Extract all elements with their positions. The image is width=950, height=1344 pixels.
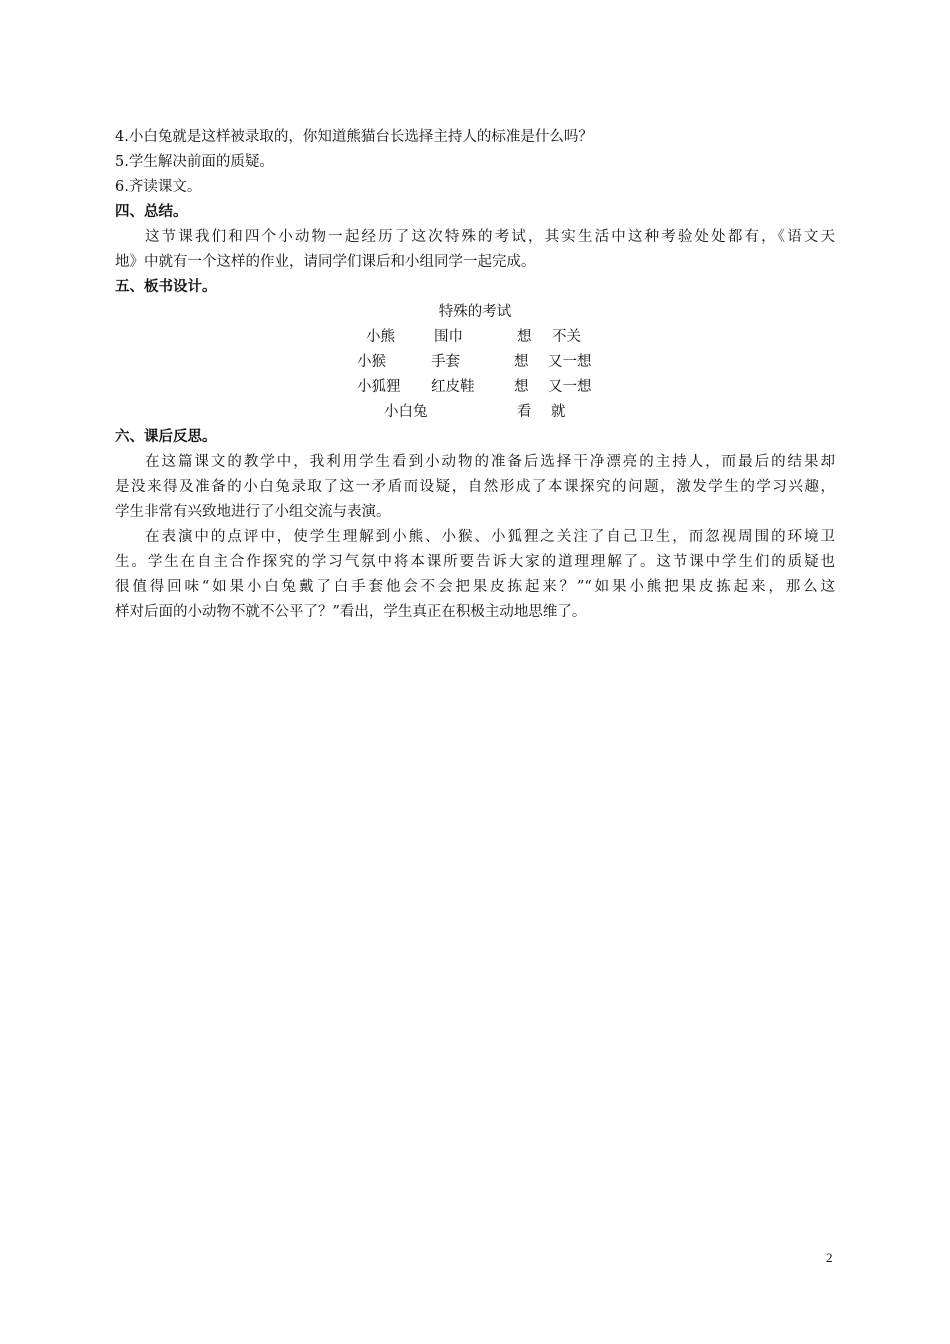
step-6: 6.齐读课文。: [115, 179, 202, 195]
board-animal: 小熊: [366, 329, 395, 345]
step-4: 4.小白兔就是这样被录取的，你知道熊猫台长选择主持人的标准是什么吗？: [115, 129, 593, 145]
summary-heading: 四、总结。: [115, 203, 188, 220]
reflection-p2-line-4: 样对后面的小动物不就不公平了？”看出，学生真正在积极主动地思维了。: [115, 604, 587, 620]
page-number: 2: [826, 1250, 833, 1265]
board-animal: 小狐狸: [357, 379, 401, 395]
summary-line-2: 地》中就有一个这样的作业，请同学们课后和小组同学一起完成。: [115, 254, 536, 270]
board-item: 手套: [431, 354, 460, 370]
board-item: 红皮鞋: [431, 379, 475, 395]
board-animal: 小猴: [357, 354, 386, 370]
board-result: 不关: [552, 329, 581, 345]
board-verb: 看: [517, 404, 532, 420]
board-verb: 想: [517, 329, 532, 345]
board-result: 又一想: [548, 354, 592, 370]
board-verb: 想: [514, 354, 529, 370]
board-animal: 小白兔: [384, 404, 428, 420]
reflection-p1-line-2: 是没来得及准备的小白兔录取了这一矛盾而设疑，自然形成了本课探究的问题，激发学生的学习兴趣，: [115, 479, 835, 495]
board-verb: 想: [514, 379, 529, 395]
board-result: 又一想: [548, 379, 592, 395]
board-item: 围巾: [434, 329, 463, 345]
reflection-p1-line-1: 在这篇课文的教学中，我利用学生看到小动物的准备后选择干净漂亮的主持人，而最后的结果却: [145, 454, 835, 470]
board-result: 就: [551, 404, 566, 420]
reflection-p1-line-3: 学生非常有兴致地进行了小组交流与表演。: [115, 504, 391, 520]
summary-line-1: 这节课我们和四个小动物一起经历了这次特殊的考试，其实生活中这种考验处处都有，《语文天: [145, 229, 835, 245]
reflection-p2-line-1: 在表演中的点评中，使学生理解到小熊、小猴、小狐狸之关注了自己卫生，而忽视周围的环境卫: [145, 529, 835, 545]
step-5: 5.学生解决前面的质疑。: [115, 154, 274, 170]
reflection-p2-line-3: 很值得回味“如果小白兔戴了白手套他会不会把果皮拣起来？”“如果小熊把果皮拣起来，那么这: [115, 579, 835, 595]
board-heading: 五、板书设计。: [115, 278, 217, 295]
reflection-heading: 六、课后反思。: [115, 428, 217, 445]
board-title: 特殊的考试: [438, 304, 512, 320]
reflection-p2-line-2: 生。学生在自主合作探究的学习气氛中将本课所要告诉大家的道理理解了。这节课中学生们的质疑也: [115, 554, 835, 570]
